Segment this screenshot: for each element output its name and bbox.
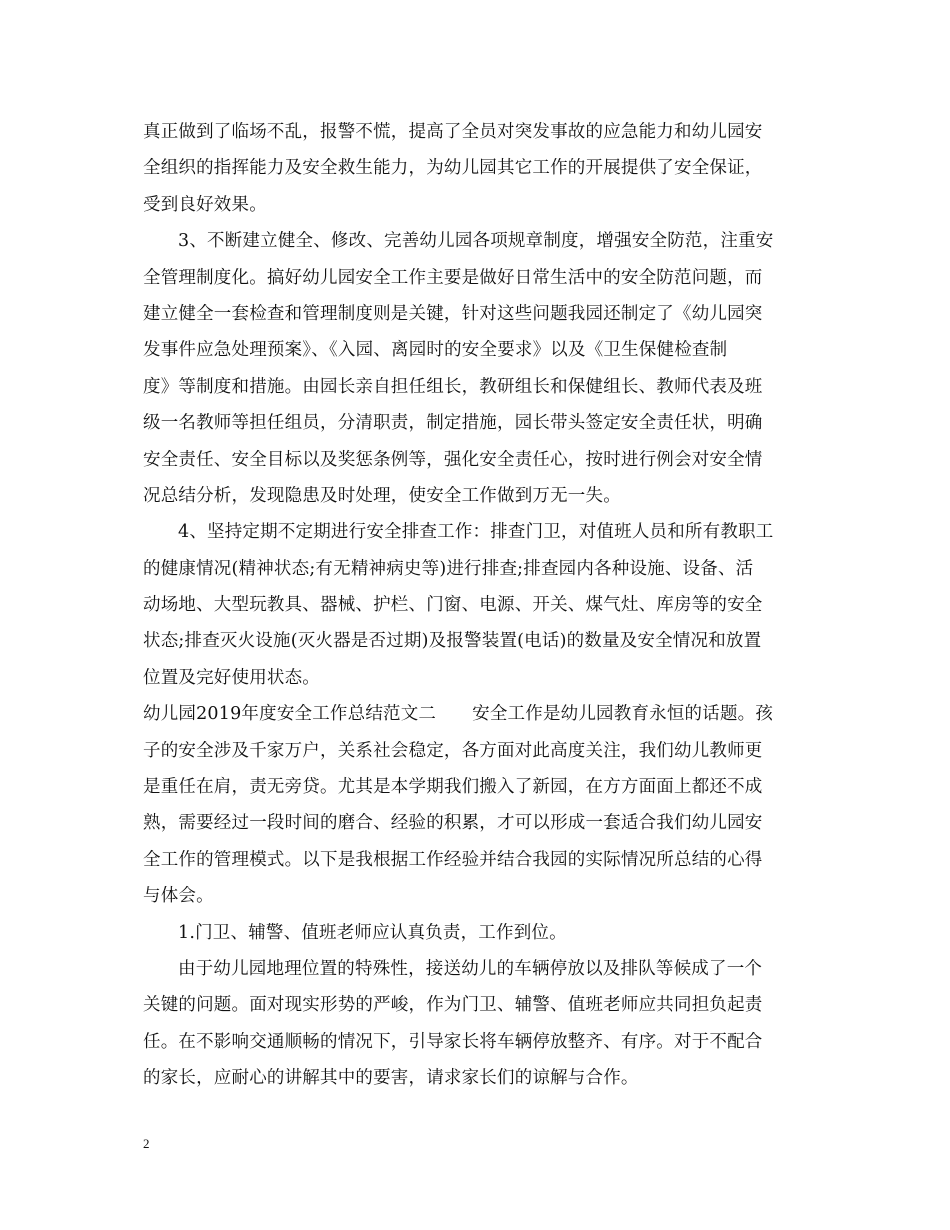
text-line: 建立健全一套检查和管理制度则是关键，针对这些问题我园还制定了《幼儿园突 — [143, 303, 763, 324]
text-line: 真正做到了临场不乱，报警不慌，提高了全员对突发事故的应急能力和幼儿园安 — [143, 122, 763, 142]
paragraph-5 — [143, 915, 807, 951]
text-line: 全组织的指挥能力及安全救生能力，为幼儿园其它工作的开展提供了安全保证， — [143, 158, 763, 179]
text-line: 受到良好效果。 — [143, 194, 267, 215]
text-line: 全管理制度化。搞好幼儿园安全工作主要是做好日常生活中的安全防范问题，而 — [143, 267, 763, 288]
paragraph-2 — [143, 223, 807, 514]
text-line: 的家长，应耐心的讲解其中的要害，请求家长们的谅解与合作。 — [143, 1068, 639, 1089]
text-line: 位置及完好使用状态。 — [143, 667, 320, 688]
text-line: 级一名教师等担任组员，分清职责，制定措施，园长带头签定安全责任状，明确 — [143, 413, 763, 434]
page-number: 2 — [143, 1136, 150, 1151]
document-body — [143, 114, 807, 1097]
paragraph-1 — [143, 114, 807, 223]
text-line: 状态;排查灭火设施(灭火器是否过期)及报警装置(电话)的数量及安全情况和放置 — [143, 631, 762, 652]
text-line: 是重任在肩，责无旁贷。尤其是本学期我们搬入了新园，在方方面面上都还不成 — [143, 777, 763, 798]
text-line: 关键的问题。面对现实形势的严峻，作为门卫、辅警、值班老师应共同担负起责 — [143, 995, 763, 1016]
text-line: 由于幼儿园地理位置的特殊性，接送幼儿的车辆停放以及排队等候成了一个 — [178, 958, 763, 979]
text-line: 度》等制度和措施。由园长亲自担任组长，教研组长和保健组长、教师代表及班 — [143, 376, 763, 397]
text-line: 全工作的管理模式。以下是我根据工作经验并结合我园的实际情况所总结的心得 — [143, 849, 763, 870]
text-line: 子的安全涉及千家万户，关系社会稳定，各方面对此高度关注，我们幼儿教师更 — [143, 740, 763, 761]
text-line: 发事件应急处理预案》、《入园、离园时的安全要求》以及《卫生保健检查制 — [143, 340, 728, 361]
text-line: 4、坚持定期不定期进行安全排查工作：排查门卫，对值班人员和所有教职工 — [178, 522, 774, 543]
text-line: 1.门卫、辅警、值班老师应认真负责，工作到位。 — [178, 922, 567, 943]
paragraph-4 — [143, 696, 807, 914]
text-line: 与体会。 — [143, 886, 214, 907]
text-line: 况总结分析，发现隐患及时处理，使安全工作做到万无一失。 — [143, 485, 621, 506]
text-span: 安全工作是幼儿园教育永恒的话题。孩 — [472, 704, 774, 725]
paragraph-6 — [143, 951, 807, 1097]
paragraph-3 — [143, 514, 807, 696]
text-line: 任。在不影响交通顺畅的情况下，引导家长将车辆停放整齐、有序。对于不配合 — [143, 1031, 763, 1052]
section-heading-line — [143, 696, 807, 732]
text-line: 3、不断建立健全、修改、完善幼儿园各项规章制度，增强安全防范，注重安 — [178, 231, 774, 252]
section-title: 幼儿园2019年度安全工作总结范文二 — [143, 704, 437, 725]
text-line: 安全责任、安全目标以及奖惩条例等，强化安全责任心，按时进行例会对安全情 — [143, 449, 763, 470]
text-line: 动场地、大型玩教具、器械、护栏、门窗、电源、开关、煤气灶、库房等的安全 — [143, 595, 763, 616]
text-line: 熟，需要经过一段时间的磨合、经验的积累，才可以形成一套适合我们幼儿园安 — [143, 813, 763, 834]
text-line: 的健康情况(精神状态;有无精神病史等)进行排查;排查园内各种设施、设备、活 — [143, 558, 754, 579]
